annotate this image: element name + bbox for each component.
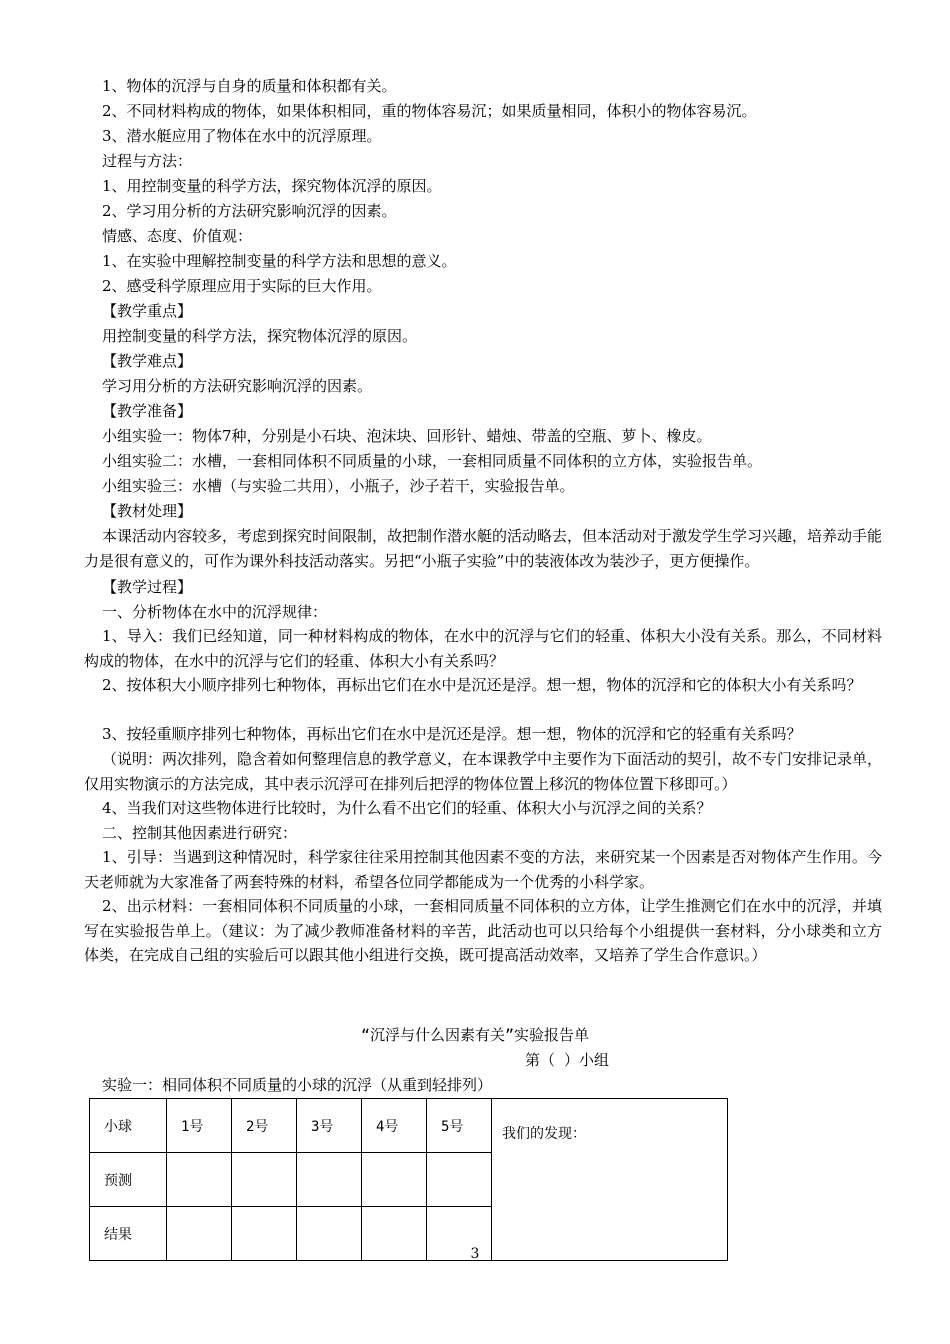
objective-line-2: 2、不同材料构成的物体，如果体积相同，重的物体容易沉；如果质量相同，体积小的物体容易沉。: [102, 102, 757, 120]
step-4-compare: 4、当我们对这些物体进行比较时，为什么看不出它们的轻重、体积大小与沉浮之间的关系？: [102, 799, 712, 817]
key-point-text: 用控制变量的科学方法，探究物体沉浮的原因。: [102, 327, 418, 345]
objective-line-1: 1、物体的沉浮与自身的质量和体积都有关。: [102, 77, 397, 95]
row-label-predict: 预测: [90, 1153, 167, 1207]
predict-cell: [232, 1153, 297, 1207]
step-guide: 1、引导：当遇到这种情况时，科学家往往采用控制其他因素不变的方法，来研究某一个因素是否对物体产生作用。今天老师就为大家准备了两套特殊的材料，希望各位同学都能成为一个优秀的小科学家。: [84, 848, 882, 891]
process-line-1: 1、用控制变量的科学方法，探究物体沉浮的原因。: [102, 177, 442, 195]
predict-cell: [167, 1153, 232, 1207]
header-no-5: 5号: [427, 1099, 492, 1153]
difficulty-text: 学习用分析的方法研究影响沉浮的因素。: [102, 377, 373, 395]
attitude-line-2: 2、感受科学原理应用于实际的巨大作用。: [102, 277, 382, 295]
group-number: 第（ ）小组: [525, 1051, 610, 1069]
header-no-1: 1号: [167, 1099, 232, 1153]
section-heading-attitude: 情感、态度、价值观：: [102, 227, 253, 245]
header-no-3: 3号: [297, 1099, 362, 1153]
step-2-volume: 2、按体积大小顺序排列七种物体，再标出它们在水中是沉还是浮。想一想，物体的沉浮和它的体积大小有关系吗？: [102, 676, 862, 694]
heading-material-handling: 【教材处理】: [102, 502, 193, 520]
prep-experiment-2: 小组实验二：水槽，一套相同体积不同质量的小球，一套相同质量不同体积的立方体，实验报告单。: [102, 452, 763, 470]
attitude-line-1: 1、在实验中理解控制变量的科学方法和思想的意义。: [102, 252, 457, 270]
part-1-heading: 一、分析物体在水中的沉浮规律：: [102, 603, 328, 621]
explanation-note: （说明：两次排列，隐含着如何整理信息的教学意义，在本课教学中主要作为下面活动的契引，故不专门安排记录单，仅用实物演示的方法完成，其中表示沉浮可在排列后把浮的物体位置上移沉的物体位置下移即可。）: [84, 750, 883, 793]
heading-teaching-process: 【教学过程】: [102, 578, 193, 596]
page-number: 3: [470, 1246, 480, 1262]
header-no-2: 2号: [232, 1099, 297, 1153]
table-row: [90, 1099, 728, 1153]
step-show-materials: 2、出示材料：一套相同体积不同质量的小球，一套相同质量不同体积的立方体，让学生推测它们在水中的沉浮，并填写在实验报告单上。（建议：为了减少教师准备材料的辛苦，此活动也可以只给每个小组提供一套材料，分小球类和立方体类，在完成自己组的实验后可以跟其他小组进行交换，既可提高活动效率，又培养了学生合作意识。）: [84, 897, 882, 965]
step-3-weight: 3、按轻重顺序排列七种物体，再标出它们在水中是沉还是浮。想一想，物体的沉浮和它的轻重有关系吗？: [102, 725, 802, 743]
part-2-heading: 二、控制其他因素进行研究：: [102, 824, 298, 842]
material-handling-text: 本课活动内容较多，考虑到探究时间限制，故把制作潜水艇的活动略去，但本活动对于激发学生学习兴趣，培养动手能力是很有意义的，可作为课外科技活动落实。另把“小瓶子实验”中的装液体改为装沙子，更方便操作。: [84, 527, 883, 570]
step-1-intro: 1、导入：我们已经知道，同一种材料构成的物体，在水中的沉浮与它们的轻重、体积大小没有关系。那么，不同材料构成的物体，在水中的沉浮与它们的轻重、体积大小有关系吗？: [84, 627, 882, 670]
predict-cell: [427, 1153, 492, 1207]
report-table: [89, 1098, 728, 1261]
prep-experiment-1: 小组实验一：物体7种，分别是小石块、泡沫块、回形针、蜡烛、带盖的空瓶、萝卜、橡皮。: [102, 427, 712, 445]
predict-cell: [362, 1153, 427, 1207]
findings-cell: 我们的发现：: [492, 1099, 728, 1261]
process-line-2: 2、学习用分析的方法研究影响沉浮的因素。: [102, 202, 397, 220]
objective-line-3: 3、潜水艇应用了物体在水中的沉浮原理。: [102, 127, 382, 145]
experiment-1-title: 实验一：相同体积不同质量的小球的沉浮（从重到轻排列）: [102, 1076, 493, 1094]
heading-preparation: 【教学准备】: [102, 402, 193, 420]
header-no-4: 4号: [362, 1099, 427, 1153]
heading-difficulty: 【教学难点】: [102, 352, 193, 370]
heading-key-point: 【教学重点】: [102, 302, 193, 320]
header-ball: 小球: [90, 1099, 167, 1153]
row-label-result: 结果: [90, 1207, 167, 1261]
prep-experiment-3: 小组实验三：水槽（与实验二共用），小瓶子，沙子若干，实验报告单。: [102, 477, 575, 495]
report-title: “沉浮与什么因素有关”实验报告单: [360, 1026, 590, 1044]
section-heading-process: 过程与方法：: [102, 152, 193, 170]
predict-cell: [297, 1153, 362, 1207]
